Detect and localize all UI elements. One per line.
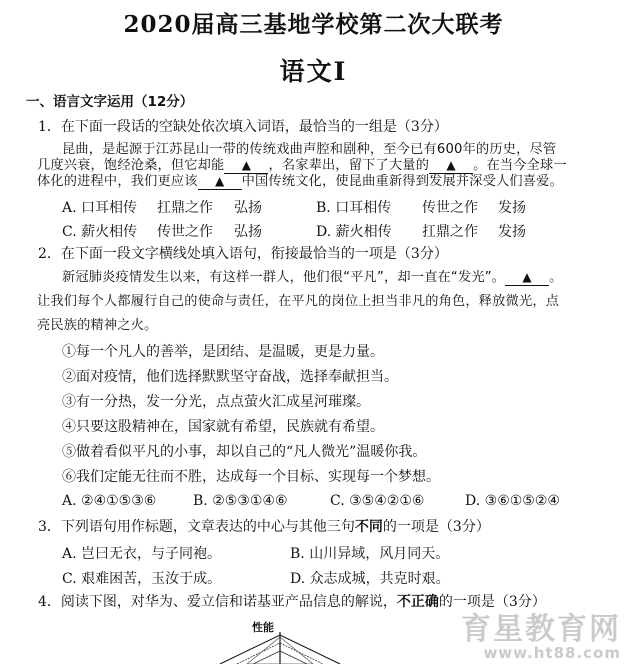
emphasis-text: 不正确 [396, 594, 439, 610]
section-heading: 一、语言文字运用（12分） [26, 94, 194, 110]
answer-blank: ▲ [198, 174, 242, 190]
q2-passage-line-3: 亮民族的精神之火。 [37, 318, 158, 333]
answer-blank: ▲ [429, 158, 473, 174]
q3-prompt: 3．下列语句用作标题，文章表达的中心与其他三句不同的一项是（3分） [38, 519, 490, 535]
q3-option-b: B. 山川异域，风月同天。 [290, 546, 450, 562]
watermark-text: 育星教育网 [461, 612, 621, 647]
q3-option-d: D. 众志成城，共克时艰。 [290, 571, 450, 587]
q2-passage-line-1: 新冠肺炎疫情发生以来，有这样一群人，他们很“平凡”，却一直在“发光”。 ▲ 。 [62, 270, 563, 285]
q2-prompt: 2．在下面一段文字横线处填入语句，衔接最恰当的一项是（3分） [38, 246, 448, 262]
q2-option-c: C. ③⑤④②①⑥ [330, 493, 425, 509]
q2-item-4: ④只要这股精神在，国家就有希望，民族就有希望。 [62, 419, 384, 435]
q2-option-a: A. ②④①⑤③⑥ [62, 493, 157, 509]
answer-blank: ▲ [505, 270, 549, 286]
q1-prompt: 1．在下面一段话的空缺处依次填入词语，最恰当的一组是（3分） [38, 119, 448, 135]
q3-option-c: C. 艰难困苦，玉汝于成。 [62, 571, 222, 587]
q2-item-1: ①每一个凡人的善举，是团结、是温暖，更是力量。 [62, 344, 384, 360]
figure-axis-label: 性能 [252, 621, 274, 634]
q2-passage-line-2: 让我们每个人都履行自己的使命与责任，在平凡的岗位上担当非凡的角色，释放微光，点 [37, 294, 560, 309]
q1-option-c: C. 薪火相传 传世之作 弘扬 [62, 224, 262, 240]
q1-passage-line-1: 昆曲，是起源于江苏昆山一带的传统戏曲声腔和剧种，至今已有600年的历史，尽管 [62, 142, 557, 157]
q3-option-a: A. 岂曰无衣，与子同袍。 [62, 546, 222, 562]
emphasis-text: 不同 [354, 519, 383, 535]
q2-item-6: ⑥我们定能无往而不胜，达成每一个目标、实现每一个梦想。 [62, 469, 440, 485]
q1-passage-line-2: 几度兴衰，饱经沧桑，但它却能 ▲ ，名家辈出，留下了大量的 ▲ 。在当今全球一 [37, 158, 567, 173]
q4-prompt: 4．阅读下图，对华为、爱立信和诺基亚产品信息的解说，不正确的一项是（3分） [38, 594, 546, 610]
q2-item-5: ⑤做着看似平凡的小事，却以自己的“凡人微光”温暖你我。 [62, 444, 427, 460]
answer-blank: ▲ [224, 158, 268, 174]
subject-title: 语文Ⅰ [279, 57, 348, 86]
q1-passage-line-3: 体化的进程中，我们更应该 ▲ 中国传统文化，使昆曲重新得到发展并深受人们喜爱。 [37, 174, 563, 189]
q2-item-2: ②面对疫情，他们选择默默坚守奋战，选择奉献担当。 [62, 369, 398, 385]
watermark [461, 604, 621, 662]
q2-option-d: D. ③⑥①⑤②④ [465, 493, 560, 509]
q1-option-d: D. 薪火相传 扛鼎之作 发扬 [316, 224, 526, 240]
exam-title: 2020届高三基地学校第二次大联考 [123, 11, 504, 38]
q2-option-b: B. ②⑤③①④⑥ [193, 493, 288, 509]
radar-figure [215, 618, 345, 664]
q2-item-3: ③有一分热，发一分光，点点萤火汇成星河璀璨。 [62, 394, 370, 410]
q1-option-b: B. 口耳相传 传世之作 发扬 [316, 200, 526, 216]
q1-option-a: A. 口耳相传 扛鼎之作 弘扬 [62, 200, 262, 216]
watermark-url: www.ht88.com [483, 644, 621, 662]
